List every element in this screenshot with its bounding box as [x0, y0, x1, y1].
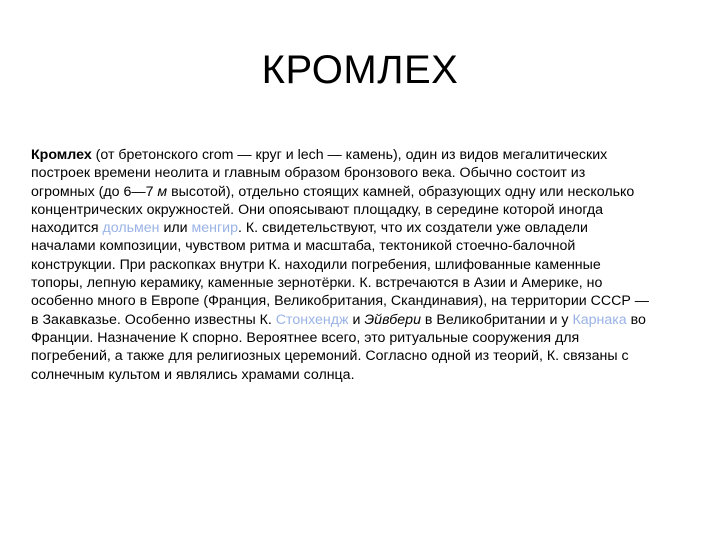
text-line [31, 183, 696, 201]
link-стонхендж[interactable]: Стонхендж [275, 311, 349, 328]
text-line [31, 329, 696, 347]
text-span: особенно много в Европе (Франция, Великобритания, Скандинавия), на территории СССР — [31, 293, 649, 310]
text-line [31, 292, 696, 310]
text-span: высотой), отдельно стоящих камней, образующих одну или несколько [167, 183, 635, 200]
term-heading: Кромлех [31, 147, 92, 163]
text-line [31, 256, 696, 274]
text-line [31, 366, 696, 384]
page-title: КРОМЛЕХ [261, 48, 459, 92]
text-span: началами композиции, чувством ритма и масштаба, тектоникой стоечно-балочной [31, 238, 576, 255]
text-span: конструкции. При раскопках внутри К. находили погребения, шлифованные каменные [31, 256, 601, 273]
italic-text: м [157, 183, 168, 200]
text-span: (от бретонского crom — круг и lech — камень), один из видов мегалитических [91, 147, 608, 163]
text-span: топоры, лепную керамику, каменные зернотёрки. К. встречаются в Азии и Америке, но [31, 275, 603, 292]
link-менгир[interactable]: менгир [191, 220, 239, 237]
text-line [31, 237, 696, 255]
text-line [31, 219, 696, 237]
text-span: и [348, 311, 365, 328]
text-line [31, 164, 696, 182]
article-body [31, 146, 696, 384]
link-карнака[interactable]: Карнака [572, 311, 627, 328]
link-дольмен[interactable]: дольмен [102, 220, 160, 237]
text-span: концентрических окружностей. Они опоясывают площадку, в середине которой иногда [31, 201, 604, 218]
text-span: в Великобритании и у [420, 311, 573, 328]
text-span: или [159, 220, 192, 237]
text-span: построек времени неолита и главным образом бронзового века. Обычно состоит из [31, 165, 586, 182]
text-span: огромных (до 6—7 [31, 183, 158, 200]
text-span: . К. свидетельствуют, что их создатели уже овладели [238, 220, 588, 237]
text-span: погребений, а также для религиозных церемоний. Согласно одной из теорий, К. связаны с [31, 348, 629, 365]
text-span: солнечным культом и являлись храмами солнца. [31, 366, 355, 383]
text-line [31, 311, 696, 329]
text-span: находится [31, 220, 103, 237]
text-span: Франции. Назначение К спорно. Вероятнее всего, это ритуальные сооружения для [31, 329, 580, 346]
text-line [31, 347, 696, 365]
text-line [31, 146, 696, 164]
italic-text: Эйвбери [364, 311, 421, 328]
text-line [31, 201, 696, 219]
text-line [31, 274, 696, 292]
text-span: во [626, 311, 646, 328]
text-span: в Закавказье. Особенно известны К. [31, 311, 276, 328]
